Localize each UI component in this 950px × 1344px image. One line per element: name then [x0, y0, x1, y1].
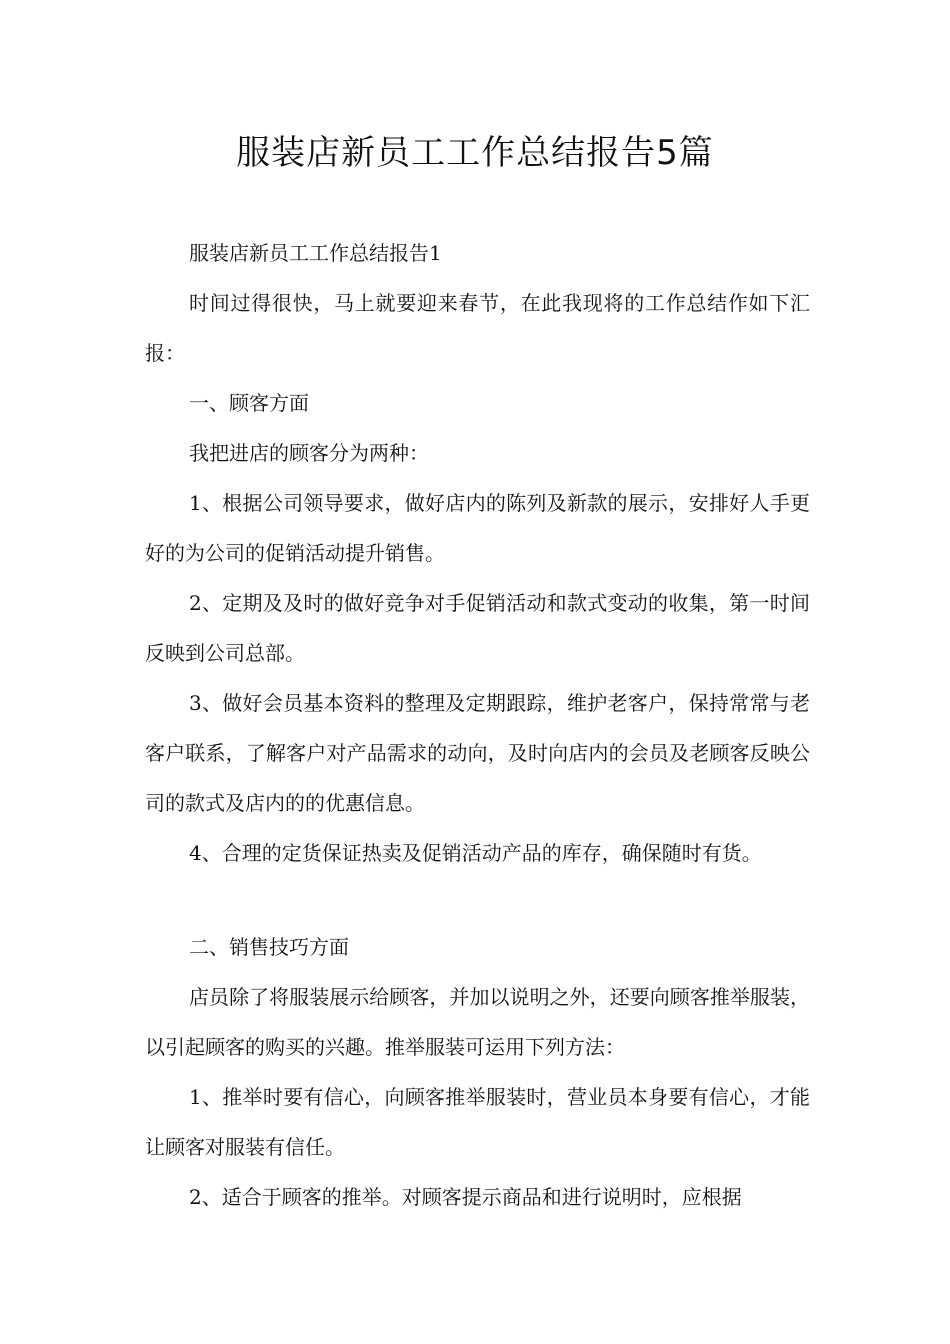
paragraph-recommend-intro: 店员除了将服装展示给顾客，并加以说明之外，还要向顾客推举服装，以引起顾客的购买的兴趣。推举服装可运用下列方法： — [145, 985, 810, 1059]
section-spacer — [145, 878, 810, 922]
list-item-1: 1、根据公司领导要求，做好店内的陈列及新款的展示，安排好人手更好的为公司的促销活动提升销售。 — [145, 491, 810, 565]
paragraph-report-heading: 服装店新员工工作总结报告1 — [189, 241, 442, 265]
paragraph-intro: 时间过得很快，马上就要迎来春节，在此我现将的工作总结作如下汇报： — [145, 291, 810, 365]
section-heading-customers: 一、顾客方面 — [189, 391, 309, 415]
paragraph-customer-types: 我把进店的顾客分为两种： — [189, 441, 429, 465]
list-item-4: 4、合理的定货保证热卖及促销活动产品的库存，确保随时有货。 — [189, 841, 762, 865]
document-title: 服装店新员工工作总结报告5篇 — [236, 133, 714, 173]
list-item-confidence: 1、推举时要有信心，向顾客推举服装时，营业员本身要有信心，才能让顾客对服装有信任。 — [145, 1085, 810, 1159]
list-item-2: 2、定期及及时的做好竞争对手促销活动和款式变动的收集，第一时间反映到公司总部。 — [145, 591, 810, 665]
document-body — [145, 228, 810, 1222]
list-item-3: 3、做好会员基本资料的整理及定期跟踪，维护老客户，保持常常与老客户联系，了解客户对产品需求的动向，及时向店内的会员及老顾客反映公司的款式及店内的的优惠信息。 — [145, 691, 810, 815]
section-heading-sales-skills: 二、销售技巧方面 — [189, 935, 349, 959]
list-item-suitable: 2、适合于顾客的推举。对顾客提示商品和进行说明时，应根据 — [189, 1185, 742, 1209]
